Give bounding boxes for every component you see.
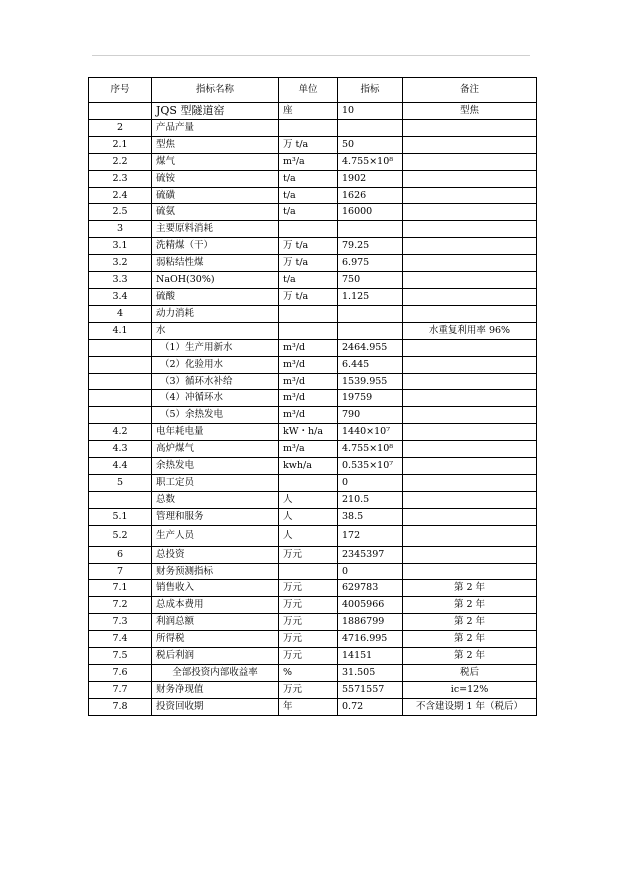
- cell-unit: 人: [279, 491, 338, 508]
- cell-indicator-name: 动力消耗: [152, 305, 279, 322]
- table-row: [89, 525, 537, 546]
- cell-serial: 2.4: [89, 187, 152, 204]
- cell-unit: m³/d: [279, 390, 338, 407]
- table-row: [89, 136, 537, 153]
- cell-serial: 7.8: [89, 698, 152, 715]
- cell-indicator-value: 210.5: [338, 491, 403, 508]
- cell-indicator-name: 财务预测指标: [152, 563, 279, 580]
- cell-indicator-name: 税后利润: [152, 648, 279, 665]
- cell-remarks: [403, 474, 537, 491]
- table-row: [89, 563, 537, 580]
- cell-unit: [279, 474, 338, 491]
- cell-indicator-name: 型焦: [152, 136, 279, 153]
- cell-serial: 2.1: [89, 136, 152, 153]
- cell-serial: [89, 103, 152, 120]
- cell-unit: kwh/a: [279, 458, 338, 475]
- cell-indicator-name: 投资回收期: [152, 698, 279, 715]
- cell-indicator-value: 0.535×10⁷: [338, 458, 403, 475]
- cell-serial: [89, 390, 152, 407]
- cell-unit: 人: [279, 508, 338, 525]
- cell-indicator-name: （5）余热发电: [152, 407, 279, 424]
- cell-indicator-name: 销售收入: [152, 580, 279, 597]
- cell-serial: [89, 491, 152, 508]
- cell-indicator-name: 全部投资内部收益率: [152, 665, 279, 682]
- cell-serial: 7.7: [89, 681, 152, 698]
- table-row: [89, 441, 537, 458]
- table-row: [89, 474, 537, 491]
- cell-remarks: 型焦: [403, 103, 537, 120]
- cell-unit: 座: [279, 103, 338, 120]
- cell-indicator-name: 产品产量: [152, 119, 279, 136]
- cell-indicator-value: 172: [338, 525, 403, 546]
- cell-indicator-value: 0.72: [338, 698, 403, 715]
- cell-remarks: [403, 170, 537, 187]
- cell-indicator-value: 1626: [338, 187, 403, 204]
- cell-unit: t/a: [279, 204, 338, 221]
- cell-serial: 2.2: [89, 153, 152, 170]
- table-row: [89, 597, 537, 614]
- table-row: [89, 665, 537, 682]
- table-row: [89, 390, 537, 407]
- cell-indicator-value: 790: [338, 407, 403, 424]
- cell-indicator-value: 4.755×10⁸: [338, 441, 403, 458]
- cell-remarks: [403, 204, 537, 221]
- cell-unit: [279, 305, 338, 322]
- cell-remarks: 第 2 年: [403, 648, 537, 665]
- cell-serial: 6: [89, 546, 152, 563]
- header-rule: [92, 55, 530, 56]
- cell-serial: 4.3: [89, 441, 152, 458]
- cell-remarks: 第 2 年: [403, 631, 537, 648]
- table-row: [89, 373, 537, 390]
- cell-serial: 2: [89, 119, 152, 136]
- cell-indicator-value: 79.25: [338, 238, 403, 255]
- cell-indicator-name: 硫铵: [152, 170, 279, 187]
- cell-unit: [279, 322, 338, 339]
- cell-remarks: 第 2 年: [403, 614, 537, 631]
- cell-indicator-value: 750: [338, 272, 403, 289]
- cell-unit: m³/d: [279, 339, 338, 356]
- cell-remarks: 水重复利用率 96%: [403, 322, 537, 339]
- table-row: [89, 204, 537, 221]
- cell-indicator-name: 职工定员: [152, 474, 279, 491]
- cell-remarks: [403, 441, 537, 458]
- header-indicator-name: 指标名称: [152, 78, 279, 103]
- cell-remarks: [403, 238, 537, 255]
- table-row: [89, 272, 537, 289]
- cell-serial: 3.4: [89, 288, 152, 305]
- cell-indicator-value: 4.755×10⁸: [338, 153, 403, 170]
- table-row: [89, 322, 537, 339]
- cell-indicator-value: 10: [338, 103, 403, 120]
- cell-serial: [89, 356, 152, 373]
- cell-serial: 4: [89, 305, 152, 322]
- table-row: [89, 407, 537, 424]
- table-row: [89, 103, 537, 120]
- cell-unit: 万元: [279, 614, 338, 631]
- cell-remarks: [403, 221, 537, 238]
- cell-indicator-name: 高炉煤气: [152, 441, 279, 458]
- table-row: [89, 339, 537, 356]
- cell-indicator-name: 总数: [152, 491, 279, 508]
- cell-unit: m³/a: [279, 153, 338, 170]
- cell-indicator-name: 洗精煤（干）: [152, 238, 279, 255]
- cell-indicator-name: 弱粘结性煤: [152, 255, 279, 272]
- cell-unit: 年: [279, 698, 338, 715]
- table-row: [89, 305, 537, 322]
- cell-indicator-value: [338, 305, 403, 322]
- header-serial: 序号: [89, 78, 152, 103]
- table-row: [89, 580, 537, 597]
- cell-indicator-value: 50: [338, 136, 403, 153]
- cell-indicator-name: 余热发电: [152, 458, 279, 475]
- table-row: [89, 255, 537, 272]
- header-unit: 单位: [279, 78, 338, 103]
- cell-indicator-value: 6.445: [338, 356, 403, 373]
- cell-indicator-value: 19759: [338, 390, 403, 407]
- cell-serial: 3.3: [89, 272, 152, 289]
- table-row: [89, 491, 537, 508]
- cell-indicator-name: （3）循环水补给: [152, 373, 279, 390]
- cell-indicator-name: 煤气: [152, 153, 279, 170]
- table-row: [89, 458, 537, 475]
- cell-unit: kW・h/a: [279, 424, 338, 441]
- table-row: [89, 288, 537, 305]
- cell-remarks: [403, 272, 537, 289]
- cell-indicator-name: NaOH(30%): [152, 272, 279, 289]
- cell-serial: 5: [89, 474, 152, 491]
- cell-unit: %: [279, 665, 338, 682]
- cell-remarks: [403, 255, 537, 272]
- table-row: [89, 681, 537, 698]
- cell-remarks: [403, 525, 537, 546]
- cell-serial: 4.2: [89, 424, 152, 441]
- cell-indicator-name: （4）冲循环水: [152, 390, 279, 407]
- cell-serial: [89, 373, 152, 390]
- cell-remarks: [403, 305, 537, 322]
- cell-indicator-name: （2）化验用水: [152, 356, 279, 373]
- cell-unit: 万 t/a: [279, 288, 338, 305]
- cell-remarks: [403, 407, 537, 424]
- table-row: [89, 153, 537, 170]
- cell-remarks: [403, 424, 537, 441]
- cell-remarks: [403, 563, 537, 580]
- cell-indicator-name: JQS 型隧道窑: [152, 103, 279, 120]
- cell-remarks: [403, 187, 537, 204]
- cell-remarks: [403, 339, 537, 356]
- cell-indicator-name: 硫酸: [152, 288, 279, 305]
- table-row: [89, 119, 537, 136]
- cell-remarks: [403, 356, 537, 373]
- cell-serial: 7.5: [89, 648, 152, 665]
- cell-indicator-value: 4716.995: [338, 631, 403, 648]
- cell-serial: 3.2: [89, 255, 152, 272]
- cell-indicator-value: 1886799: [338, 614, 403, 631]
- table-row: [89, 170, 537, 187]
- cell-unit: t/a: [279, 272, 338, 289]
- table-row: [89, 356, 537, 373]
- header-indicator: 指标: [338, 78, 403, 103]
- cell-unit: m³/d: [279, 356, 338, 373]
- cell-unit: 万元: [279, 681, 338, 698]
- cell-indicator-name: 利润总额: [152, 614, 279, 631]
- cell-indicator-value: 16000: [338, 204, 403, 221]
- cell-indicator-value: 0: [338, 474, 403, 491]
- cell-serial: 3.1: [89, 238, 152, 255]
- cell-indicator-value: [338, 119, 403, 136]
- cell-remarks: [403, 491, 537, 508]
- cell-serial: 3: [89, 221, 152, 238]
- table-header-row: [89, 78, 537, 103]
- cell-unit: [279, 221, 338, 238]
- cell-indicator-value: 4005966: [338, 597, 403, 614]
- cell-indicator-value: 6.975: [338, 255, 403, 272]
- cell-indicator-name: 主要原料消耗: [152, 221, 279, 238]
- cell-remarks: [403, 390, 537, 407]
- cell-serial: 5.1: [89, 508, 152, 525]
- cell-indicator-name: 总投资: [152, 546, 279, 563]
- cell-indicator-name: 生产人员: [152, 525, 279, 546]
- cell-indicator-value: 0: [338, 563, 403, 580]
- cell-serial: 7.3: [89, 614, 152, 631]
- cell-remarks: 第 2 年: [403, 580, 537, 597]
- cell-indicator-value: [338, 322, 403, 339]
- cell-remarks: 不含建设期 1 年（税后）: [403, 698, 537, 715]
- cell-serial: 7.2: [89, 597, 152, 614]
- header-remarks: 备注: [403, 78, 537, 103]
- cell-unit: m³/d: [279, 373, 338, 390]
- cell-indicator-value: 38.5: [338, 508, 403, 525]
- cell-indicator-name: 财务净现值: [152, 681, 279, 698]
- cell-unit: [279, 563, 338, 580]
- cell-unit: m³/a: [279, 441, 338, 458]
- cell-remarks: ic=12%: [403, 681, 537, 698]
- cell-remarks: [403, 546, 537, 563]
- cell-remarks: [403, 458, 537, 475]
- cell-indicator-name: （1）生产用新水: [152, 339, 279, 356]
- cell-indicator-value: 2464.955: [338, 339, 403, 356]
- cell-serial: 7.6: [89, 665, 152, 682]
- cell-indicator-value: [338, 221, 403, 238]
- cell-remarks: [403, 119, 537, 136]
- cell-serial: 7.4: [89, 631, 152, 648]
- cell-indicator-value: 14151: [338, 648, 403, 665]
- table-row: [89, 648, 537, 665]
- cell-remarks: [403, 508, 537, 525]
- cell-serial: 2.3: [89, 170, 152, 187]
- cell-serial: 4.1: [89, 322, 152, 339]
- cell-unit: [279, 119, 338, 136]
- cell-unit: t/a: [279, 187, 338, 204]
- cell-unit: t/a: [279, 170, 338, 187]
- cell-serial: 7: [89, 563, 152, 580]
- table-row: [89, 614, 537, 631]
- cell-serial: 2.5: [89, 204, 152, 221]
- cell-remarks: [403, 373, 537, 390]
- table-row: [89, 424, 537, 441]
- cell-remarks: 税后: [403, 665, 537, 682]
- cell-unit: 万 t/a: [279, 136, 338, 153]
- cell-unit: 万元: [279, 648, 338, 665]
- cell-serial: 4.4: [89, 458, 152, 475]
- cell-indicator-value: 5571557: [338, 681, 403, 698]
- cell-unit: 人: [279, 525, 338, 546]
- table-row: [89, 238, 537, 255]
- table-row: [89, 187, 537, 204]
- indicator-table: [88, 77, 537, 716]
- cell-indicator-name: 管理和服务: [152, 508, 279, 525]
- cell-serial: [89, 407, 152, 424]
- cell-indicator-value: 2345397: [338, 546, 403, 563]
- cell-remarks: [403, 153, 537, 170]
- cell-unit: 万元: [279, 580, 338, 597]
- cell-serial: [89, 339, 152, 356]
- cell-unit: 万元: [279, 597, 338, 614]
- table-row: [89, 508, 537, 525]
- table-row: [89, 698, 537, 715]
- cell-serial: 7.1: [89, 580, 152, 597]
- cell-unit: 万 t/a: [279, 238, 338, 255]
- cell-indicator-value: 1902: [338, 170, 403, 187]
- cell-serial: 5.2: [89, 525, 152, 546]
- table-row: [89, 631, 537, 648]
- cell-indicator-name: 水: [152, 322, 279, 339]
- table-row: [89, 546, 537, 563]
- cell-remarks: [403, 136, 537, 153]
- cell-indicator-name: 电年耗电量: [152, 424, 279, 441]
- cell-indicator-value: 1440×10⁷: [338, 424, 403, 441]
- cell-indicator-name: 总成本费用: [152, 597, 279, 614]
- cell-indicator-value: 1.125: [338, 288, 403, 305]
- cell-indicator-value: 629783: [338, 580, 403, 597]
- cell-indicator-name: 硫磺: [152, 187, 279, 204]
- cell-remarks: [403, 288, 537, 305]
- table-row: [89, 221, 537, 238]
- cell-indicator-value: 31.505: [338, 665, 403, 682]
- cell-remarks: 第 2 年: [403, 597, 537, 614]
- cell-unit: 万元: [279, 546, 338, 563]
- cell-unit: 万 t/a: [279, 255, 338, 272]
- table-body: [89, 103, 537, 716]
- cell-unit: 万元: [279, 631, 338, 648]
- cell-indicator-name: 硫氨: [152, 204, 279, 221]
- cell-indicator-value: 1539.955: [338, 373, 403, 390]
- cell-indicator-name: 所得税: [152, 631, 279, 648]
- cell-unit: m³/d: [279, 407, 338, 424]
